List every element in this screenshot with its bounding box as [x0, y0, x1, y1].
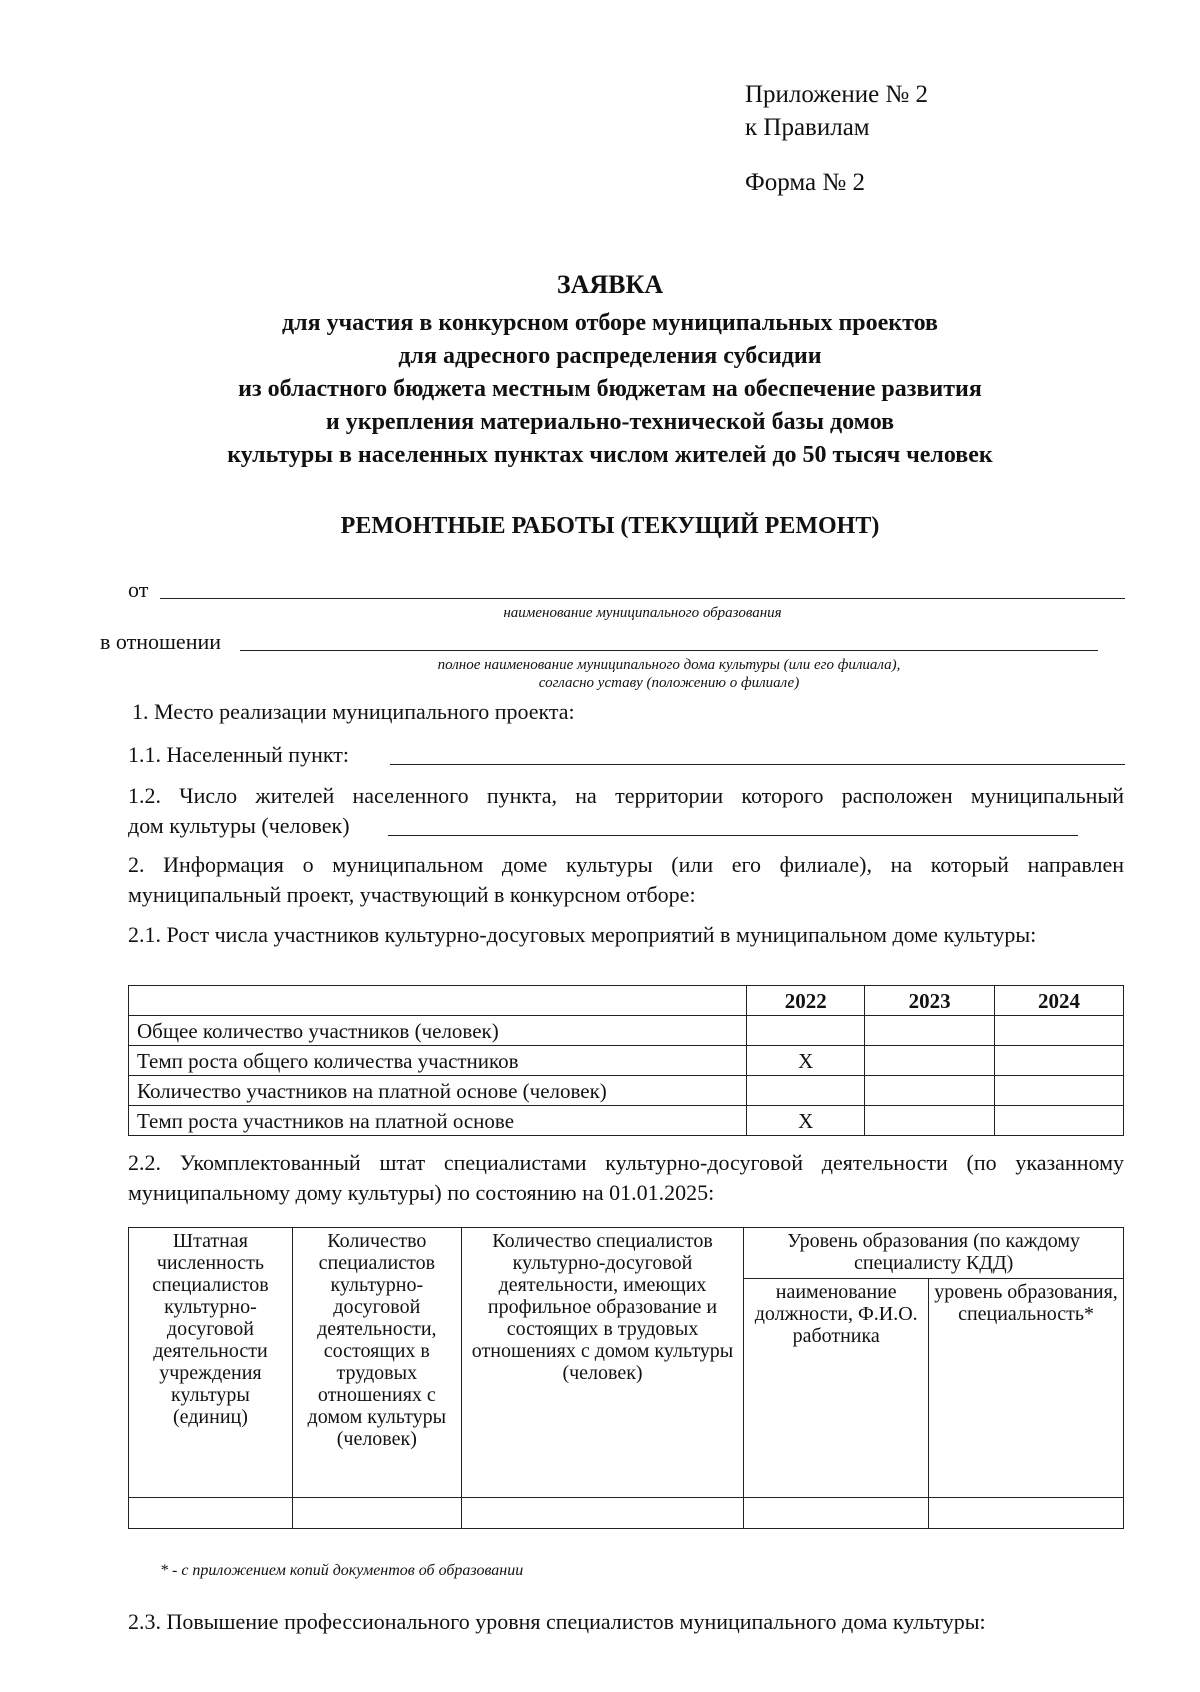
staff-table	[128, 1227, 1124, 1529]
appendix-rules: к Правилам	[745, 114, 870, 141]
row-label: Количество участников на платной основе (человек)	[129, 1076, 747, 1106]
regarding-hint-1: полное наименование муниципального дома культуры (или его филиала),	[437, 657, 901, 673]
col-profile-specialists: Количество специалистов культурно-досуговой деятельности, имеющих профильное образование и состоящих в трудовых отношениях с домом культуры (человек)	[461, 1228, 744, 1498]
table-cell[interactable]	[995, 1016, 1124, 1046]
title-line: и укрепления материально-технической базы домов	[325, 409, 895, 435]
table-cell[interactable]	[995, 1106, 1124, 1136]
section-1-2-line1: 1.2. Число жителей населенного пункта, на территории которого расположен муниципальный	[128, 783, 1124, 808]
table-cell: X	[747, 1106, 865, 1136]
table-cell[interactable]	[747, 1016, 865, 1046]
section-1-1: 1.1. Населенный пункт:	[128, 742, 349, 767]
document-subtitle: РЕМОНТНЫЕ РАБОТЫ (ТЕКУЩИЙ РЕМОНТ)	[340, 513, 880, 539]
from-label: от	[128, 577, 149, 602]
table-cell[interactable]	[747, 1076, 865, 1106]
table-cell[interactable]	[744, 1498, 929, 1529]
section-2: 2. Информация о муниципальном доме культуры (или его филиале), на который направлен муниципальный проект, участвующий в конкурсном отборе:	[128, 852, 1124, 907]
table-header-empty	[129, 986, 747, 1016]
participants-table	[128, 985, 1124, 1136]
year-header: 2024	[995, 986, 1124, 1016]
regarding-label: в отношении	[100, 629, 222, 654]
title-line: для адресного распределения субсидии	[398, 343, 822, 369]
table-cell: X	[747, 1046, 865, 1076]
table-cell[interactable]	[995, 1046, 1124, 1076]
form-number: Форма № 2	[745, 169, 865, 196]
title-line: для участия в конкурсном отборе муниципальных проектов	[282, 310, 938, 336]
title-main: ЗАЯВКА	[556, 270, 664, 299]
section-1: 1. Место реализации муниципального проекта:	[132, 699, 575, 724]
col-specialists: Количество специалистов культурно-досуговой деятельности, состоящих в трудовых отношениях с домом культуры (человек)	[292, 1228, 461, 1498]
table-row	[129, 1076, 1124, 1106]
year-header: 2023	[865, 986, 995, 1016]
table-row	[129, 1106, 1124, 1136]
table-row	[129, 1016, 1124, 1046]
regarding-field[interactable]	[240, 650, 1098, 651]
section-1-2-line2: дом культуры (человек)	[128, 813, 350, 838]
table-cell[interactable]	[929, 1498, 1124, 1529]
col-staff-count: Штатная численность специалистов культурно-досуговой деятельности учреждения культуры (единиц)	[129, 1228, 293, 1498]
population-field[interactable]	[388, 835, 1078, 836]
table-row	[129, 1046, 1124, 1076]
settlement-field[interactable]	[390, 764, 1125, 765]
from-field[interactable]	[160, 598, 1125, 599]
document-title	[120, 268, 1100, 472]
row-label: Темп роста общего количества участников	[129, 1046, 747, 1076]
appendix-number: Приложение № 2	[745, 81, 929, 108]
title-line: культуры в населенных пунктах числом жителей до 50 тысяч человек	[227, 442, 993, 468]
table-cell[interactable]	[129, 1498, 293, 1529]
col-education-group: Уровень образования (по каждому специалисту КДД)	[744, 1228, 1124, 1279]
section-2-2: 2.2. Укомплектованный штат специалистами культурно-досуговой деятельности (по указанному муниципальному дому культуры) по состоянию на 01.01.2025:	[128, 1150, 1124, 1205]
table-cell[interactable]	[865, 1076, 995, 1106]
col-education-level: уровень образования, специальность*	[929, 1279, 1124, 1498]
staff-header-row	[129, 1228, 1124, 1279]
footnote: * - с приложением копий документов об образовании	[160, 1562, 524, 1579]
section-2-1: 2.1. Рост числа участников культурно-досуговых мероприятий в муниципальном доме культуры:	[128, 922, 1037, 947]
table-cell[interactable]	[865, 1046, 995, 1076]
row-label: Темп роста участников на платной основе	[129, 1106, 747, 1136]
row-label: Общее количество участников (человек)	[129, 1016, 747, 1046]
from-hint: наименование муниципального образования	[503, 605, 782, 621]
table-header-row	[129, 986, 1124, 1016]
table-row	[129, 1498, 1124, 1529]
title-line: из областного бюджета местным бюджетам на обеспечение развития	[238, 376, 982, 402]
appendix-header	[745, 78, 928, 199]
regarding-hint-2: согласно уставу (положению о филиале)	[538, 675, 800, 691]
table-cell[interactable]	[461, 1498, 744, 1529]
table-cell[interactable]	[865, 1016, 995, 1046]
year-header: 2022	[747, 986, 865, 1016]
col-position-name: наименование должности, Ф.И.О. работника	[744, 1279, 929, 1498]
section-2-3: 2.3. Повышение профессионального уровня специалистов муниципального дома культуры:	[128, 1609, 986, 1634]
table-cell[interactable]	[995, 1076, 1124, 1106]
table-cell[interactable]	[865, 1106, 995, 1136]
table-cell[interactable]	[292, 1498, 461, 1529]
